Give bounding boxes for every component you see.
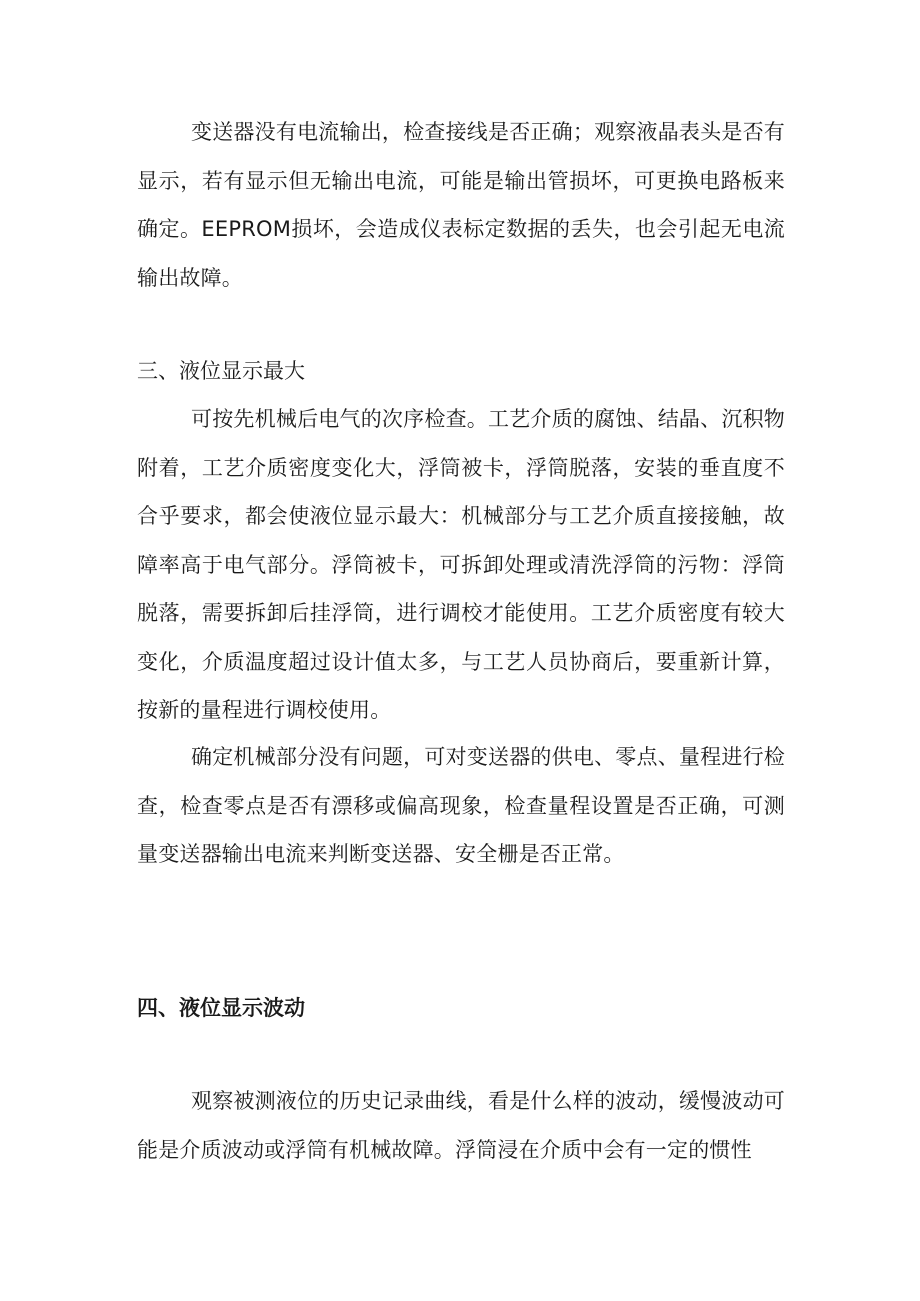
paragraph-electrical-check: 确定机械部分没有问题，可对变送器的供电、零点、量程进行检查，检查零点是否有漂移或偏高现象，检查量程设置是否正确，可测量变送器输出电流来判断变送器、安全栅是否正常。 xyxy=(137,745,785,866)
paragraph-no-current-output: 变送器没有电流输出，检查接线是否正确；观察液晶表头是否有显示，若有显示但无输出电流，可能是输出管损坏，可更换电路板来确定。EEPROM损坏，会造成仪表标定数据的丢失，也会引起无电流输出故障。 xyxy=(137,120,785,290)
section-heading-level-max: 三、液位显示最大 xyxy=(137,359,305,383)
paragraph-history-curve: 观察被测液位的历史记录曲线，看是什么样的波动，缓慢波动可能是介质波动或浮筒有机械故障。浮筒浸在介质中会有一定的惯性 xyxy=(137,1089,785,1162)
section-heading-level-fluctuation: 四、液位显示波动 xyxy=(137,996,305,1020)
paragraph-mechanical-check: 可按先机械后电气的次序检查。工艺介质的腐蚀、结晶、沉积物附着，工艺介质密度变化大，浮筒被卡，浮筒脱落，安装的垂直度不合乎要求，都会使液位显示最大：机械部分与工艺介质直接接触，故障率高于电气部分。浮筒被卡，可拆卸处理或清洗浮筒的污物：浮筒脱落，需要拆卸后挂浮筒，进行调校才能使用。工艺介质密度有较大变化，介质温度超过设计值太多，与工艺人员协商后，要重新计算，按新的量程进行调校使用。 xyxy=(137,407,785,722)
